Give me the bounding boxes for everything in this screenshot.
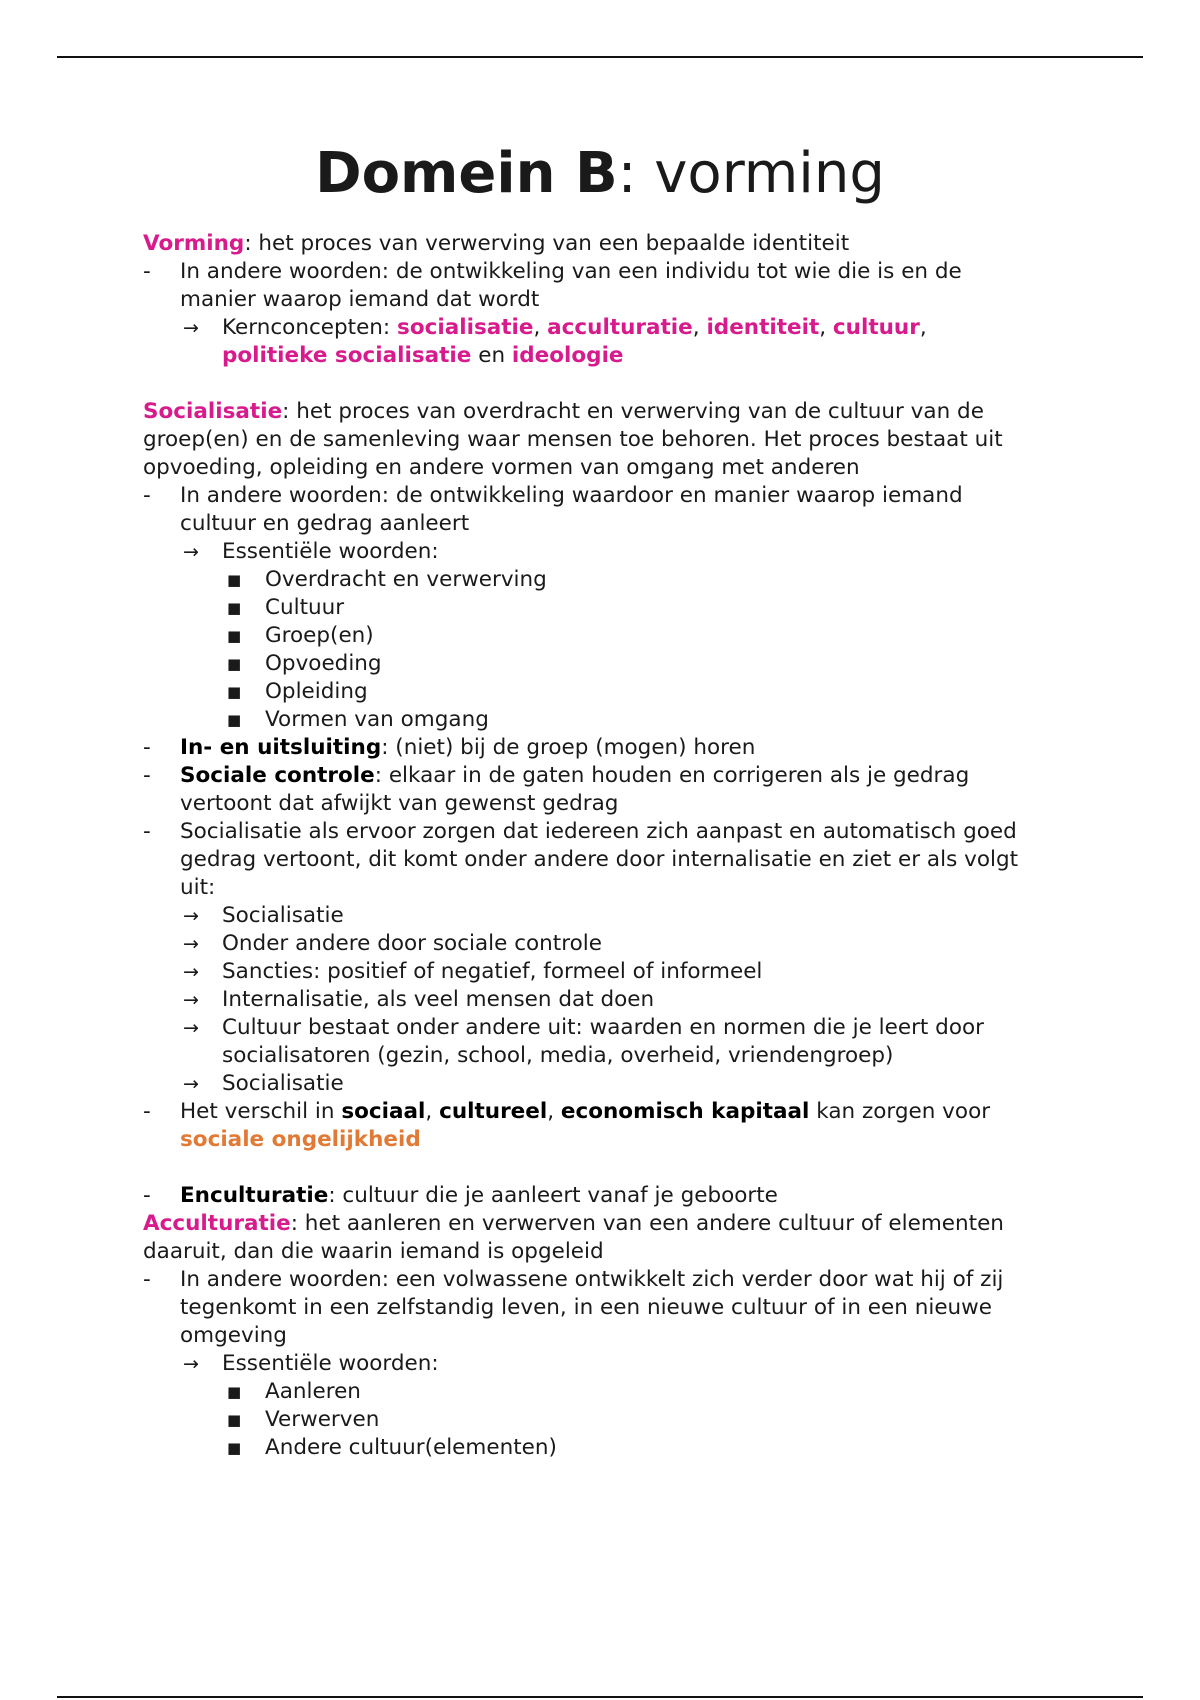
concept-politieke-socialisatie: politieke socialisatie <box>222 343 472 368</box>
process-step: → Socialisatie <box>183 1071 344 1096</box>
socialisatie-definition: Socialisatie: het proces van overdracht en verwerving van de cultuur van de <box>143 399 984 424</box>
process-step-continuation: socialisatoren (gezin, school, media, overheid, vriendengroep) <box>222 1043 894 1068</box>
square-bullet: ■ <box>227 571 242 589</box>
vorming-definition: Vorming: het proces van verwerving van een bepaalde identiteit <box>143 231 850 256</box>
concept-acculturatie: acculturatie <box>547 315 693 340</box>
definition-continuation: daaruit, dan die waarin iemand is opgeleid <box>143 1239 604 1264</box>
arrow-marker: → <box>183 541 199 563</box>
essential-word: ■ Opvoeding <box>227 651 382 676</box>
square-bullet: ■ <box>227 711 242 729</box>
arrow-marker: → <box>183 933 199 955</box>
document-body <box>143 230 1063 1462</box>
process-step: → Onder andere door sociale controle <box>183 931 602 956</box>
dash-marker: - <box>143 1099 151 1124</box>
square-bullet: ■ <box>227 1411 242 1429</box>
list-item-continuation: uit: <box>180 875 216 900</box>
process-step: → Socialisatie <box>183 903 344 928</box>
bottom-rule <box>57 1696 1143 1698</box>
essential-word: ■ Verwerven <box>227 1407 380 1432</box>
concept-ideologie: ideologie <box>511 343 624 368</box>
list-item-continuation: omgeving <box>180 1323 287 1348</box>
concept-socialisatie: socialisatie <box>397 315 534 340</box>
term-vorming: Vorming <box>143 231 245 256</box>
term-socialisatie: Socialisatie <box>143 399 283 424</box>
list-item-sociale-controle: - Sociale controle: elkaar in de gaten houden en corrigeren als je gedrag <box>143 763 970 788</box>
essential-word: ■ Vormen van omgang <box>227 707 489 732</box>
term-sociale-ongelijkheid: sociale ongelijkheid <box>180 1127 421 1152</box>
concept-cultuur: cultuur <box>832 315 920 340</box>
list-item: - In andere woorden: de ontwikkeling waardoor en manier waarop iemand <box>143 483 963 508</box>
process-step: → Sancties: positief of negatief, formeel of informeel <box>183 959 763 984</box>
kernconcepten-line: → Kernconcepten: socialisatie, acculturatie, identiteit, cultuur, <box>183 315 927 340</box>
list-item-continuation <box>143 1126 1063 1154</box>
process-step: → Internalisatie, als veel mensen dat doen <box>183 987 655 1012</box>
essential-word: ■ Aanleren <box>227 1379 361 1404</box>
essential-words-label: → Essentiële woorden: <box>183 1351 439 1376</box>
process-step: → Cultuur bestaat onder andere uit: waarden en normen die je leert door <box>183 1015 984 1040</box>
list-item: - In andere woorden: de ontwikkeling van een individu tot wie die is en de <box>143 259 962 284</box>
dash-marker: - <box>143 1267 151 1292</box>
list-item: - In andere woorden: een volwassene ontwikkelt zich verder door wat hij of zij <box>143 1267 1004 1292</box>
square-bullet: ■ <box>227 683 242 701</box>
arrow-marker: → <box>183 1017 199 1039</box>
acculturatie-definition: Acculturatie: het aanleren en verwerven van een andere cultuur of elementen <box>143 1211 1004 1236</box>
arrow-marker: → <box>183 1353 199 1375</box>
list-item-in-uitsluiting: - In- en uitsluiting: (niet) bij de groep (mogen) horen <box>143 735 756 760</box>
square-bullet: ■ <box>227 655 242 673</box>
dash-marker: - <box>143 763 151 788</box>
essential-word: ■ Cultuur <box>227 595 345 620</box>
list-item: - Socialisatie als ervoor zorgen dat iedereen zich aanpast en automatisch goed <box>143 819 1017 844</box>
kernconcepten-line-2: politieke socialisatie en ideologie <box>222 343 624 368</box>
list-item-kapitaal: - Het verschil in sociaal, cultureel, economisch kapitaal kan zorgen voor <box>143 1099 991 1124</box>
essential-word: ■ Groep(en) <box>227 623 374 648</box>
essential-word: ■ Andere cultuur(elementen) <box>227 1435 557 1460</box>
dash-marker: - <box>143 259 151 284</box>
term-acculturatie: Acculturatie <box>143 1211 291 1236</box>
list-item-continuation: manier waarop iemand dat wordt <box>180 287 540 312</box>
concept-identiteit: identiteit <box>706 315 820 340</box>
page-title: Domein B: vorming <box>315 141 885 206</box>
list-item-continuation: gedrag vertoont, dit komt onder andere door internalisatie en ziet er als volgt <box>180 847 1019 872</box>
square-bullet: ■ <box>227 599 242 617</box>
arrow-marker: → <box>183 989 199 1011</box>
square-bullet: ■ <box>227 627 242 645</box>
list-item-continuation: tegenkomt in een zelfstandig leven, in een nieuwe cultuur of in een nieuwe <box>180 1295 992 1320</box>
arrow-marker: → <box>183 961 199 983</box>
dash-marker: - <box>143 1183 151 1208</box>
list-item-continuation: cultuur en gedrag aanleert <box>180 511 470 536</box>
essential-word: ■ Opleiding <box>227 679 368 704</box>
top-rule <box>57 56 1143 58</box>
arrow-marker: → <box>183 1073 199 1095</box>
essential-word: ■ Overdracht en verwerving <box>227 567 547 592</box>
dash-marker: - <box>143 819 151 844</box>
definition-continuation: groep(en) en de samenleving waar mensen toe behoren. Het proces bestaat uit <box>143 427 1003 452</box>
square-bullet: ■ <box>227 1383 242 1401</box>
list-item-enculturatie: - Enculturatie: cultuur die je aanleert vanaf je geboorte <box>143 1183 778 1208</box>
list-item-continuation: vertoont dat afwijkt van gewenst gedrag <box>180 791 619 816</box>
arrow-marker: → <box>183 317 199 339</box>
dash-marker: - <box>143 735 151 760</box>
square-bullet: ■ <box>227 1439 242 1457</box>
essential-words-label: → Essentiële woorden: <box>183 539 439 564</box>
dash-marker: - <box>143 483 151 508</box>
arrow-marker: → <box>183 905 199 927</box>
definition-continuation: opvoeding, opleiding en andere vormen van omgang met anderen <box>143 455 860 480</box>
